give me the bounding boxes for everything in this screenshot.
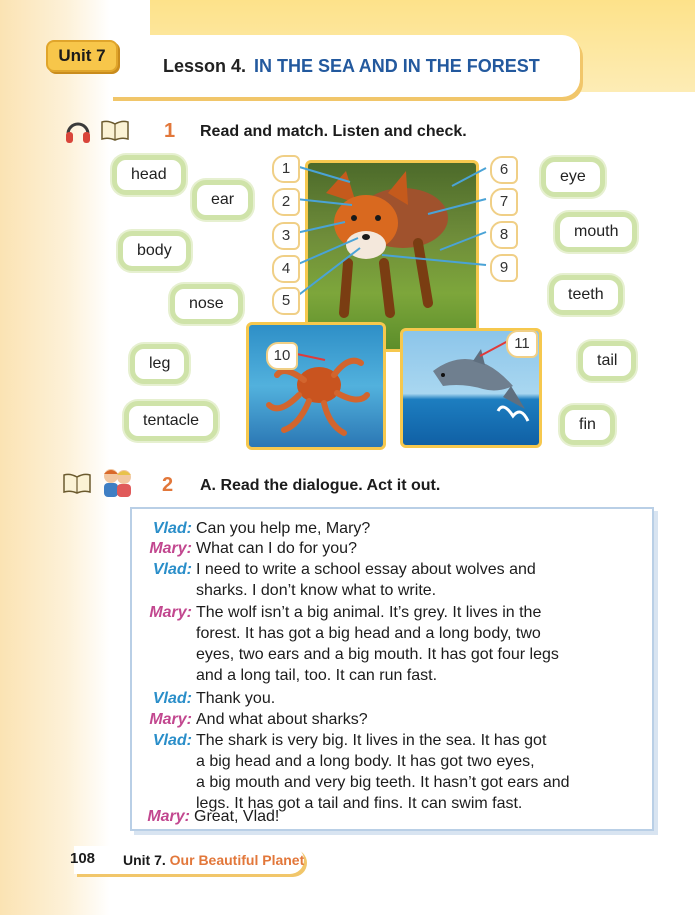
footer-unit-name: Our Beautiful Planet [169, 852, 305, 868]
lesson-number: Lesson 4. [163, 56, 247, 76]
book-icon [62, 472, 88, 494]
speaker-label: Vlad: [152, 520, 192, 537]
dialogue-line: Thank you. [196, 690, 276, 707]
number-tag: 1 [272, 155, 300, 183]
word-bubble: mouth [555, 212, 637, 252]
word-bubble: nose [170, 284, 243, 324]
unit-badge: Unit 7 [46, 40, 118, 72]
speaker-label: Vlad: [152, 561, 192, 578]
word-bubble: ear [192, 180, 253, 220]
dialogue-line: legs. It has got a tail and fins. It can swim fast. [196, 795, 523, 812]
dialogue-line: and a long tail, too. It can run fast. [196, 667, 438, 684]
word-bubble: head [112, 155, 186, 195]
number-tag: 9 [490, 254, 518, 282]
dialogue-line: I need to write a school essay about wolves and [196, 561, 536, 578]
number-tag: 5 [272, 287, 300, 315]
number-tag: 4 [272, 255, 300, 283]
exercise-number: 1 [164, 120, 176, 142]
word-bubble: leg [130, 344, 189, 384]
footer-unit-title [123, 852, 304, 868]
number-tag: 11 [506, 330, 538, 358]
dialogue-line: What can I do for you? [196, 540, 357, 557]
number-tag: 3 [272, 222, 300, 250]
dialogue-line: a big head and a long body. It has got two eyes, [196, 753, 535, 770]
speaker-label: Mary: [149, 540, 192, 557]
dialogue-line: The shark is very big. It lives in the sea. It has got [196, 732, 547, 749]
word-bubble: tentacle [124, 401, 218, 441]
dialogue-line: a big mouth and very big teeth. It hasn’t got ears and [196, 774, 570, 791]
page-number: 108 [70, 850, 96, 867]
speaker-label: Vlad: [152, 732, 192, 749]
dialogue-line: The wolf isn’t a big animal. It’s grey. It lives in the [196, 604, 542, 621]
speaker-label: Mary: [149, 604, 192, 621]
dialogue-line: Great, Vlad! [194, 808, 280, 825]
word-bubble: fin [560, 405, 615, 445]
number-tag: 8 [490, 221, 518, 249]
word-bubble: eye [541, 157, 605, 197]
lesson-topic: IN THE SEA AND IN THE FOREST [254, 56, 540, 76]
number-tag: 7 [490, 188, 518, 216]
number-tag: 10 [266, 342, 298, 370]
number-tag: 6 [490, 156, 518, 184]
speaker-label: Mary: [147, 808, 190, 825]
speaker-label: Vlad: [152, 690, 192, 707]
dialogue-line: Can you help me, Mary? [196, 520, 371, 537]
word-bubble: teeth [549, 275, 623, 315]
exercise-number: 2 [162, 474, 174, 496]
word-bubble: tail [578, 341, 636, 381]
children-icon [100, 466, 134, 498]
dialogue-line: eyes, two ears and a big mouth. It has got four legs [196, 646, 559, 663]
speaker-label: Mary: [149, 711, 192, 728]
dialogue-line: And what about sharks? [196, 711, 368, 728]
exercise-instruction: Read and match. Listen and check. [200, 123, 467, 140]
dialogue-line: sharks. I don’t know what to write. [196, 582, 437, 599]
number-tag: 2 [272, 188, 300, 216]
dialogue-box [130, 507, 654, 831]
word-bubble: body [118, 231, 191, 271]
exercise-instruction: A. Read the dialogue. Act it out. [200, 477, 441, 494]
dialogue-line: forest. It has got a big head and a long body, two [196, 625, 541, 642]
footer-unit-label: Unit 7. [123, 852, 166, 868]
